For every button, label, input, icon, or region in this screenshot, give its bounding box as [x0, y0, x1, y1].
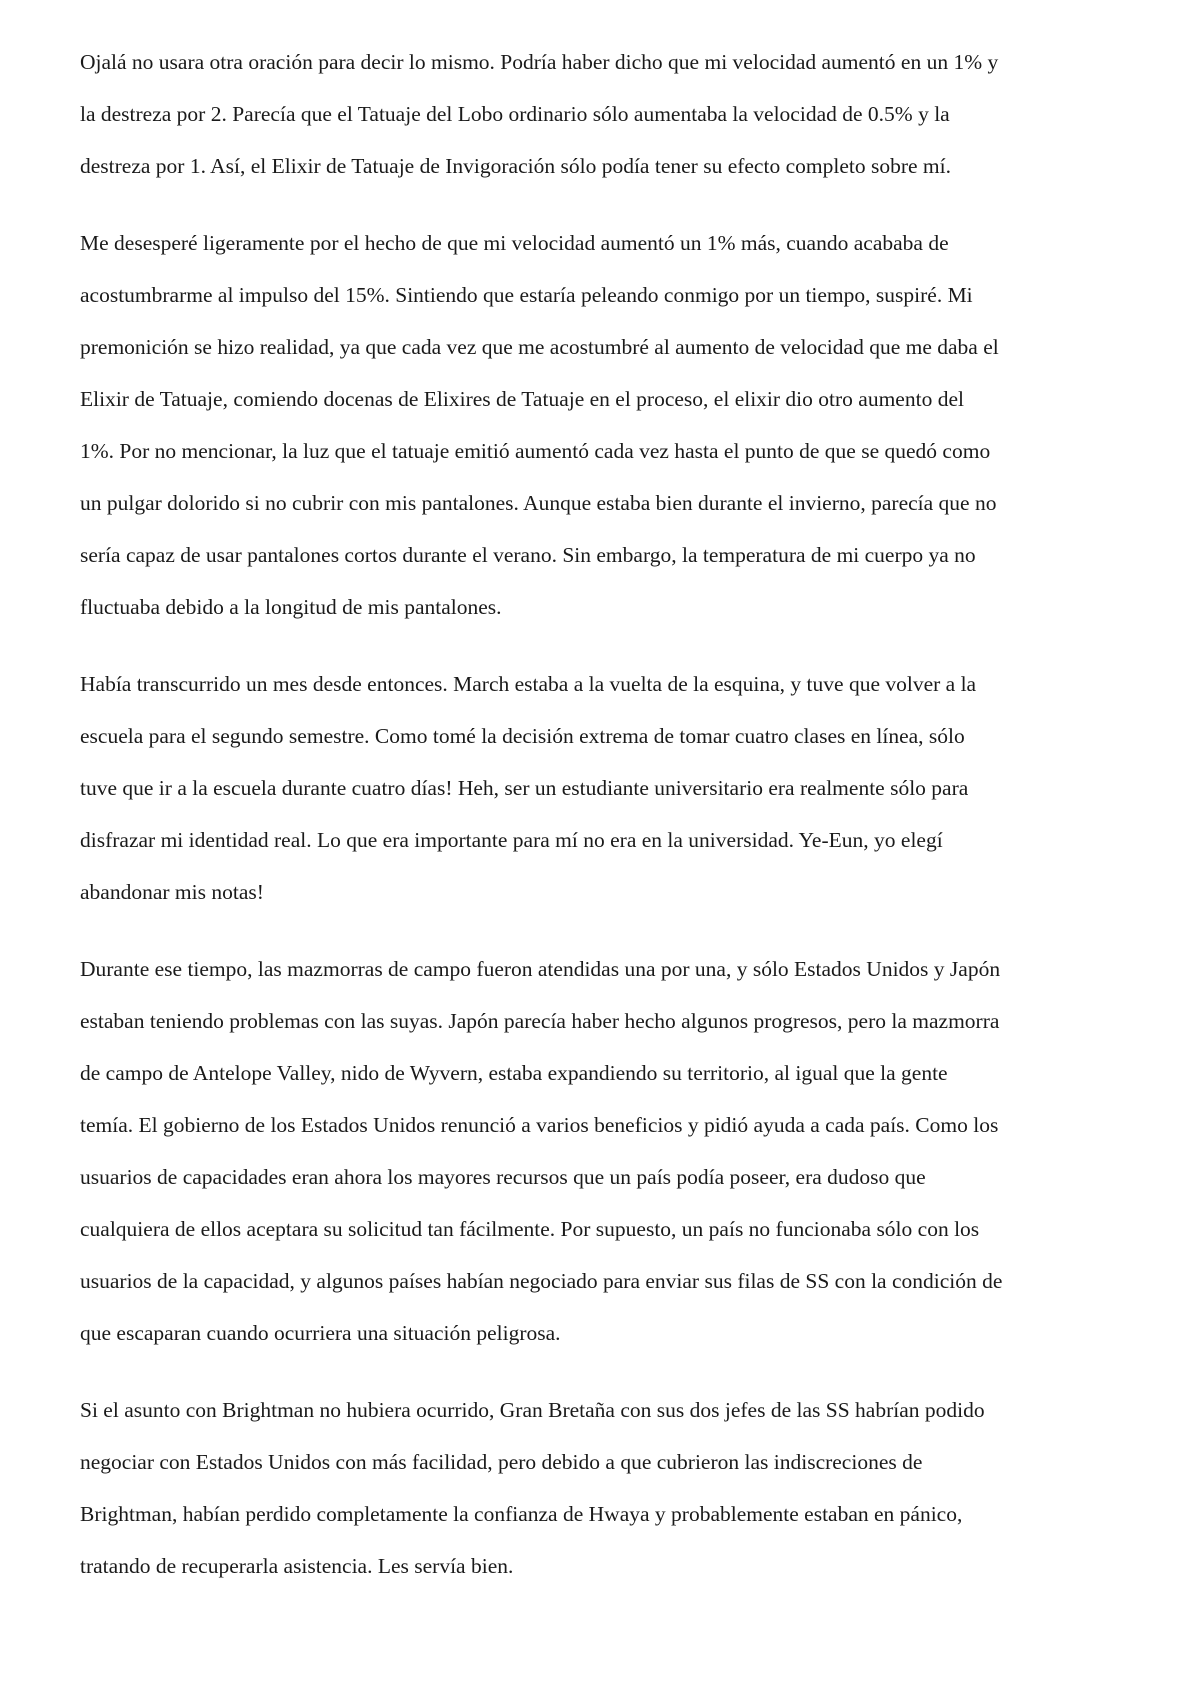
- paragraph-3: [80, 658, 1120, 918]
- text-line: destreza por 1. Así, el Elixir de Tatuaje de Invigoración sólo podía tener su efecto completo sobre mí.: [80, 154, 951, 178]
- text-line: Durante ese tiempo, las mazmorras de campo fueron atendidas una por una, y sólo Estados Unidos y Japón: [80, 957, 1001, 981]
- text-line: que escaparan cuando ocurriera una situación peligrosa.: [80, 1321, 561, 1345]
- text-line: 1%. Por no mencionar, la luz que el tatuaje emitió aumentó cada vez hasta el punto de que se quedó como: [80, 439, 991, 463]
- paragraph-4: [80, 943, 1120, 1359]
- text-line: disfrazar mi identidad real. Lo que era importante para mí no era en la universidad. Ye-Eun, yo elegí: [80, 828, 943, 852]
- paragraph-5: [80, 1384, 1120, 1592]
- text-line: cualquiera de ellos aceptara su solicitud tan fácilmente. Por supuesto, un país no funcionaba sólo con los: [80, 1217, 980, 1241]
- text-line: temía. El gobierno de los Estados Unidos renunció a varios beneficios y pidió ayuda a cada país. Como los: [80, 1113, 999, 1137]
- text-line: premonición se hizo realidad, ya que cada vez que me acostumbré al aumento de velocidad que me daba el: [80, 335, 999, 359]
- text-line: sería capaz de usar pantalones cortos durante el verano. Sin embargo, la temperatura de mi cuerpo ya no: [80, 543, 976, 567]
- text-line: estaban teniendo problemas con las suyas. Japón parecía haber hecho algunos progresos, pero la mazmorra: [80, 1009, 1000, 1033]
- text-line: Me desesperé ligeramente por el hecho de que mi velocidad aumentó un 1% más, cuando acababa de: [80, 231, 949, 255]
- text-line: Ojalá no usara otra oración para decir lo mismo. Podría haber dicho que mi velocidad aumentó en un 1% y: [80, 50, 999, 74]
- text-line: Brightman, habían perdido completamente la confianza de Hwaya y probablemente estaban en pánico,: [80, 1502, 963, 1526]
- text-line: Había transcurrido un mes desde entonces. March estaba a la vuelta de la esquina, y tuve que volver a la: [80, 672, 977, 696]
- text-line: un pulgar dolorido si no cubrir con mis pantalones. Aunque estaba bien durante el invierno, parecía que no: [80, 491, 997, 515]
- text-line: fluctuaba debido a la longitud de mis pantalones.: [80, 595, 502, 619]
- text-line: abandonar mis notas!: [80, 880, 264, 904]
- paragraph-2: [80, 217, 1120, 633]
- text-line: acostumbrarme al impulso del 15%. Sintiendo que estaría peleando conmigo por un tiempo, suspiré. Mi: [80, 283, 973, 307]
- text-line: de campo de Antelope Valley, nido de Wyvern, estaba expandiendo su territorio, al igual que la gente: [80, 1061, 948, 1085]
- text-line: Elixir de Tatuaje, comiendo docenas de Elixires de Tatuaje en el proceso, el elixir dio otro aumento del: [80, 387, 964, 411]
- document-page: [80, 36, 1120, 1617]
- text-line: negociar con Estados Unidos con más facilidad, pero debido a que cubrieron las indiscreciones de: [80, 1450, 923, 1474]
- text-line: usuarios de capacidades eran ahora los mayores recursos que un país podía poseer, era dudoso que: [80, 1165, 926, 1189]
- text-line: tratando de recuperarla asistencia. Les servía bien.: [80, 1554, 514, 1578]
- text-line: escuela para el segundo semestre. Como tomé la decisión extrema de tomar cuatro clases en línea, sólo: [80, 724, 965, 748]
- text-line: Si el asunto con Brightman no hubiera ocurrido, Gran Bretaña con sus dos jefes de las SS habrían podido: [80, 1398, 985, 1422]
- text-line: la destreza por 2. Parecía que el Tatuaje del Lobo ordinario sólo aumentaba la velocidad de 0.5% y la: [80, 102, 950, 126]
- text-line: tuve que ir a la escuela durante cuatro días! Heh, ser un estudiante universitario era realmente sólo para: [80, 776, 969, 800]
- paragraph-1: [80, 36, 1120, 192]
- text-line: usuarios de la capacidad, y algunos países habían negociado para enviar sus filas de SS con la condición de: [80, 1269, 1003, 1293]
